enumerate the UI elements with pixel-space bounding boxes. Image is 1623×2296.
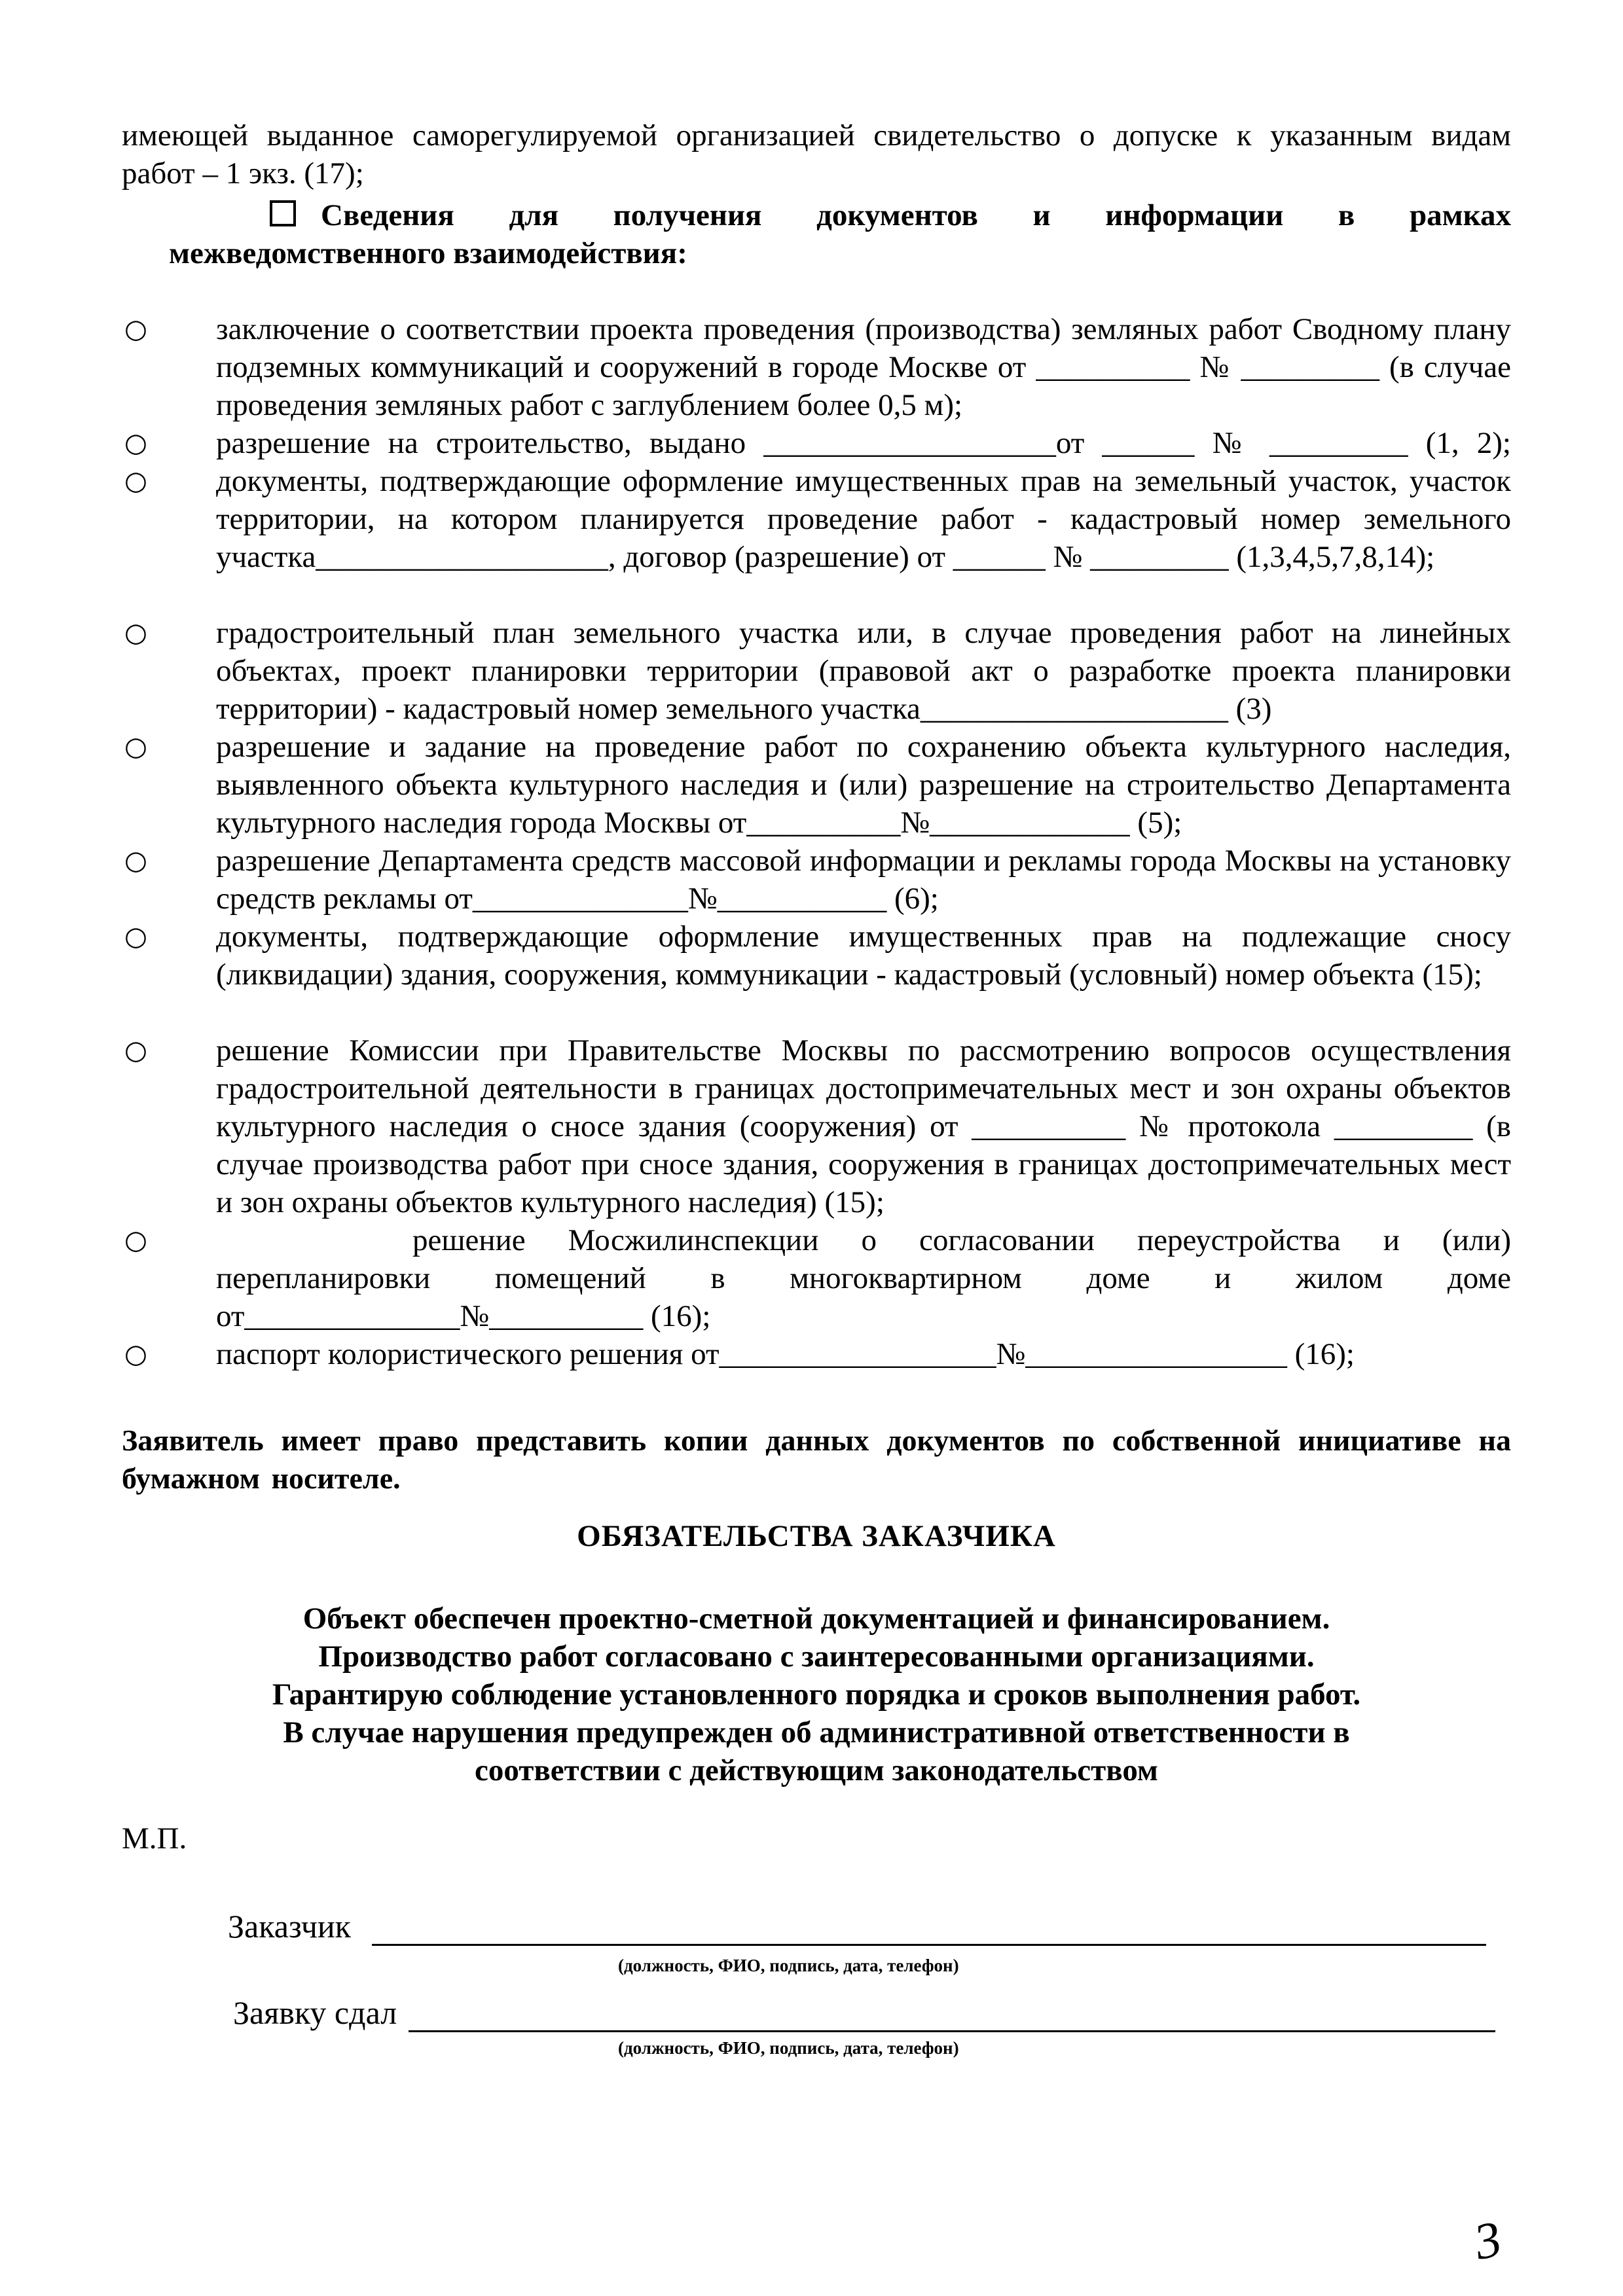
list-item-text: градостроительный план земельного участка или, в случае проведения работ на линейных объектах, проект планировки территории (правовой акт о разработке проекта планировки территории) - кадастровый номер земельного участка____________________ (3) [216,616,1511,726]
notice-text: Заявитель имеет право представить копии данных документов по собственной инициативе на бумажном носителе. [122,1424,1511,1495]
list-item-text: разрешение Департамента средств массовой информации и рекламы города Москвы на установку средств рекламы от______________№___________ (6); [216,844,1511,916]
stamp-label: М.П. [122,1821,187,1856]
list-item [124,1031,1511,1221]
list-item-text: паспорт колористического решения от__________________№_________________ (16); [216,1337,1355,1371]
bullet-icon: ○ [124,466,147,496]
list-item-text: разрешение и задание на проведение работ по сохранению объекта культурного наследия, выявленного объекта культурного наследия и (или) разрешение на строительство Департамента культурного наследия города Москвы от__________№_____________ (5); [216,730,1511,840]
obligation-line: соответствии с действующим законодательством [475,1753,1158,1787]
list-item [124,1221,1511,1335]
section-title-text: Сведения для получения документов и информации в рамках [321,198,1511,232]
list-item-text: заключение о соответствии проекта проведения (производства) земляных работ Сводному плану подземных коммуникаций и сооружений в городе Москве от __________ № _________ (в случае проведения земляных работ с заглублением более 0,5 м); [216,312,1511,422]
list-item-text: решение Мосжилинспекции о согласовании переустройства и (или) перепланировки помещений в многоквартирном доме и жилом доме от______________№__________ (16); [216,1223,1511,1333]
list-item-text: документы, подтверждающие оформление имущественных прав на земельный участок, участок территории, на котором планируется проведение работ - кадастровый номер земельного участка___________________, договор (разрешение) от ______ № _________ (1,3,4,5,7,8,14); [216,464,1511,574]
obligation-line: Объект обеспечен проектно-сметной документацией и финансированием. [302,1602,1330,1636]
list-item [124,614,1511,728]
submitted-caption: (должность, ФИО, подпись, дата, телефон) [618,2038,959,2058]
bullet-icon: ○ [124,1035,147,1066]
bullet-icon: ○ [124,1225,147,1255]
list-item [124,310,1511,424]
customer-caption: (должность, ФИО, подпись, дата, телефон) [618,1956,959,1975]
obligation-line: Производство работ согласовано с заинтересованными организациями. [318,1640,1315,1674]
list-item [124,918,1511,1031]
bullet-icon: ○ [124,922,147,952]
bullet-icon: ○ [124,428,147,458]
list-item [124,728,1511,842]
bullet-icon: ○ [124,1339,147,1369]
list-item [124,424,1511,462]
list-item [124,462,1511,614]
submitted-label: Заявку сдал [233,1994,397,2031]
customer-label: Заказчик [228,1908,351,1945]
bullet-icon: ○ [124,618,147,648]
intro-line-2: работ – 1 экз. (17); [122,156,364,190]
obligation-line: В случае нарушения предупрежден об административной ответственности в [283,1715,1350,1749]
intro-line-1: имеющей выданное саморегулируемой организацией свидетельство о допуске к указанным видам [122,118,1511,152]
bullet-icon: ○ [124,314,147,344]
page-number: 3 [1469,2209,1506,2271]
list-item-text: решение Комиссии при Правительстве Москвы по рассмотрению вопросов осуществления градостроительной деятельности в границах достопримечательных мест и зон охраны объектов культурного наследия о сносе здания (сооружения) от __________ № протокола _________ (в случае производства работ при сносе здания, сооружения в границах достопримечательных мест и зон охраны объектов культурного наследия) (15); [216,1033,1511,1219]
section-title-line-1 [270,196,1511,234]
obligation-line: Гарантирую соблюдение установленного порядка и сроков выполнения работ. [272,1677,1361,1712]
list-item-text: разрешение на строительство, выдано ___________________от ______ № _________ (1, 2); [216,426,1511,460]
obligations-heading: ОБЯЗАТЕЛЬСТВА ЗАКАЗЧИКА [577,1519,1056,1553]
bullet-icon: ○ [124,846,147,876]
submitted-signature-line[interactable] [409,2030,1495,2032]
list-item [124,842,1511,918]
checkbox-icon[interactable] [270,200,296,226]
list-item-text: документы, подтверждающие оформление имущественных прав на подлежащие сносу (ликвидации) здания, сооружения, коммуникации - кадастровый (условный) номер объекта (15); [216,920,1511,992]
list-item [124,1335,1511,1373]
section-title-line-2: межведомственного взаимодействия: [169,236,687,270]
customer-signature-line[interactable] [372,1944,1486,1946]
bullet-icon: ○ [124,732,147,762]
